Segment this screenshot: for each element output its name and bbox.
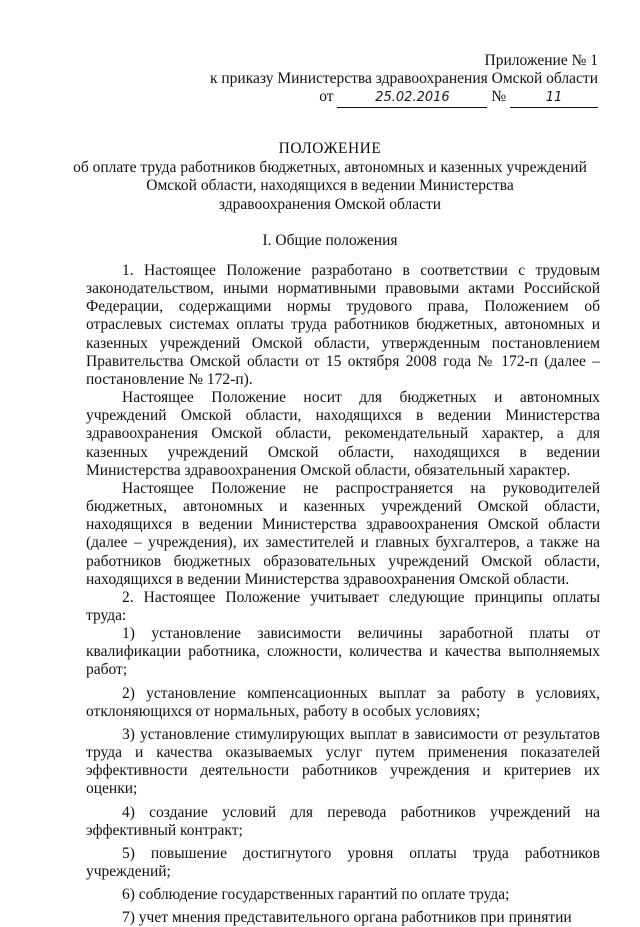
title-line-2: Омской области, находящихся в ведении Министерства <box>146 177 514 194</box>
paragraph: 7) учет мнения представительного органа работников при принятии <box>122 909 572 927</box>
document-body <box>86 262 600 927</box>
paragraph: Настоящее Положение не распространяется на руководителей бюджетных, автономных и казенных учреждений Омской области, находящихся в ведении Министерства здравоохранения Омской области (далее – учреждения), их заместителей и главных бухгалтеров, а также на работников бюджетных образовательных учреждений Омской области, находящихся в ведении Министерства здравоохранения Омской области. <box>86 479 600 588</box>
paragraph: 2) установление компенсационных выплат за работу в условиях, отклоняющихся от нормальных, работу в особых условиях; <box>86 684 600 720</box>
order-number-field <box>510 88 598 108</box>
paragraph: Настоящее Положение носит для бюджетных и автономных учреждений Омской области, находящихся в ведении Министерства здравоохранения Омской области, рекомендательный характер, а для казенных учреждений Омской области, находящихся в ведении Министерства здравоохранения Омской области, обязательный характер. <box>86 389 600 479</box>
appendix-label: Приложение № 1 <box>484 52 598 69</box>
order-date-field <box>337 88 487 108</box>
section-heading: I. Общие положения <box>262 232 398 249</box>
paragraph: 6) соблюдение государственных гарантий по оплате труда; <box>122 886 510 904</box>
paragraph: 1. Настоящее Положение разработано в соответствии с трудовым законодательством, иными нормативными правовыми актами Российской Федерации, содержащими нормы трудового права, Положением об отраслевых системах оплаты труда работников бюджетных, автономных и казенных учреждений Омской области, утвержденным постановлением Правительства Омской области от 15 октября 2008 года № 172-п (далее – постановление № 172-п). <box>86 262 600 388</box>
title-line-3: здравоохранения Омской области <box>218 195 442 213</box>
paragraph: 4) создание условий для перевода работников учреждений на эффективный контракт; <box>86 803 600 839</box>
paragraph: 3) установление стимулирующих выплат в зависимости от результатов труда и качества оказываемых услуг путем применения показателей эффективности деятельности работников учреждения и критериев их оценки; <box>86 725 600 798</box>
number-prefix: № <box>491 88 507 105</box>
order-date-line <box>198 88 598 108</box>
date-prefix: от <box>319 88 334 105</box>
handwritten-number: 11 <box>545 90 563 105</box>
appendix-header <box>198 52 598 108</box>
paragraph: 1) установление зависимости величины заработной платы от квалификации работника, сложности, количества и качества выполняемых работ; <box>86 625 600 679</box>
handwritten-date: 25.02.2016 <box>375 90 450 105</box>
paragraph: 5) повышение достигнутого уровня оплаты труда работников учреждений; <box>86 844 600 880</box>
paragraph: 2. Настоящее Положение учитывает следующие принципы оплаты труда: <box>86 588 600 624</box>
title-line-1: об оплате труда работников бюджетных, автономных и казенных учреждений <box>73 158 587 176</box>
order-reference: к приказу Министерства здравоохранения Омской области <box>209 70 598 87</box>
title-main: ПОЛОЖЕНИЕ <box>278 140 382 157</box>
document-title <box>60 140 600 214</box>
